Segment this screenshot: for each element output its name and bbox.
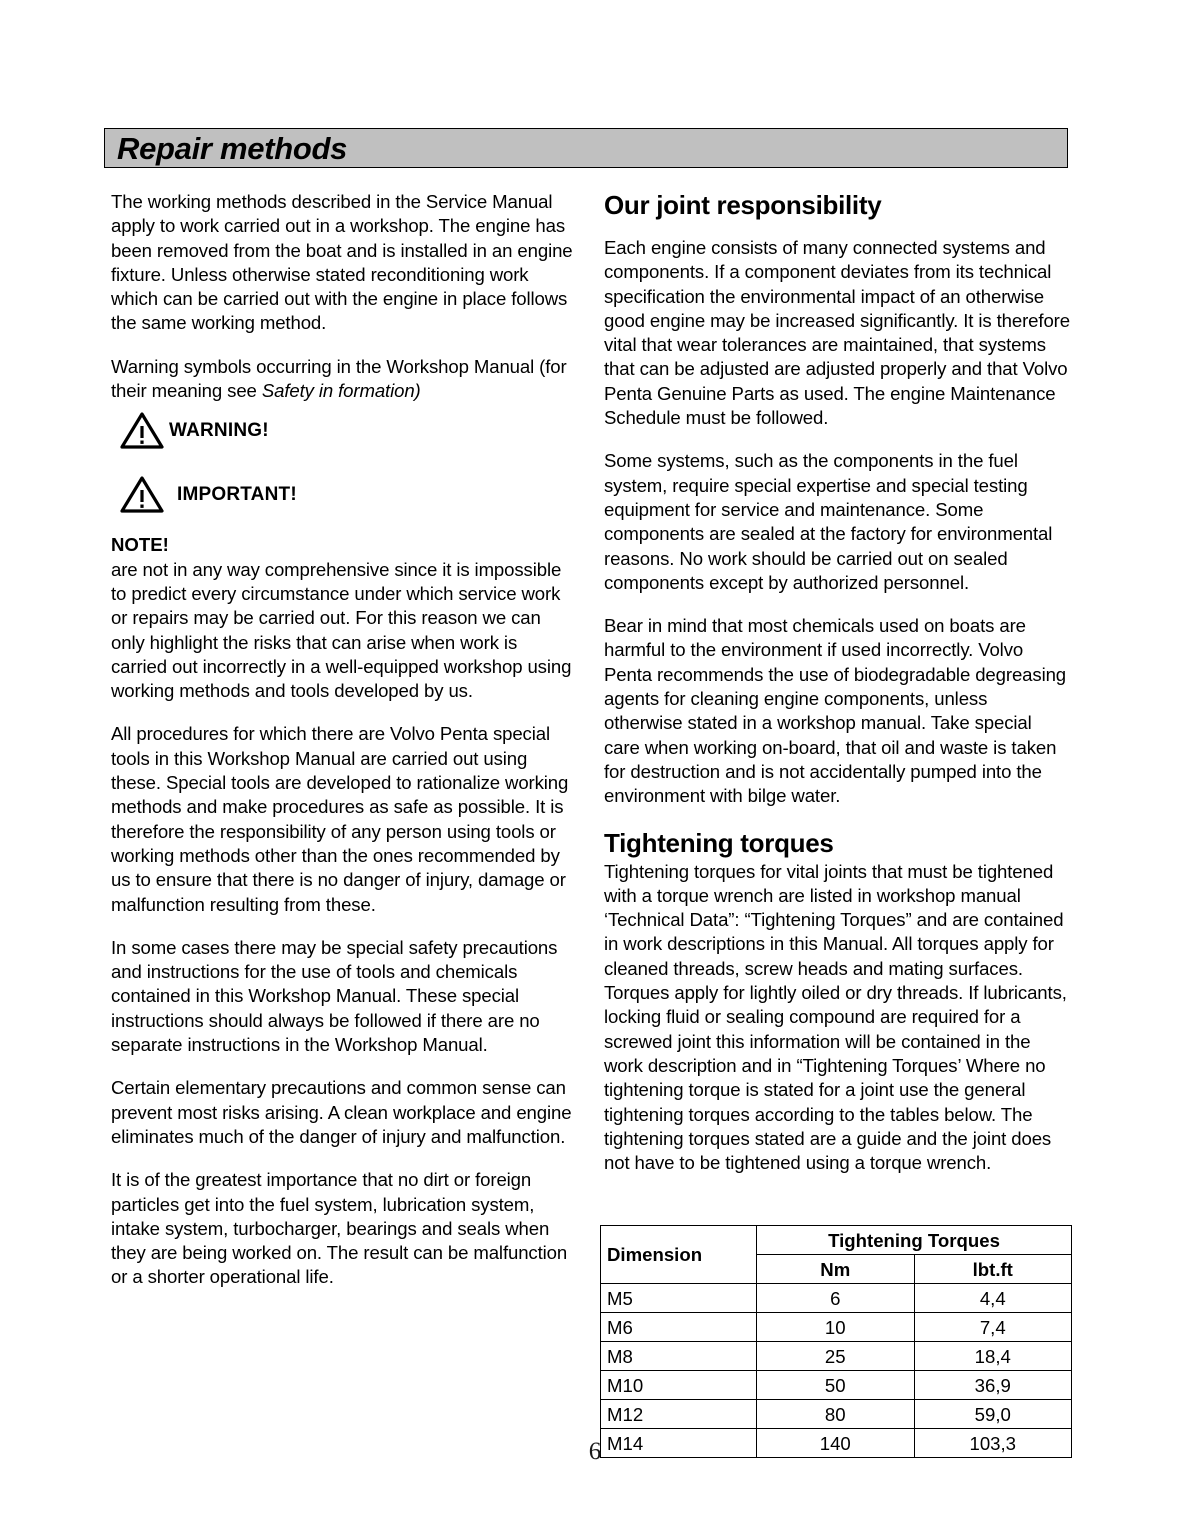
table-row (601, 1371, 1072, 1400)
cell-dimension: M14 (601, 1429, 757, 1458)
important-symbol-row (111, 473, 577, 517)
heading-our-joint-responsibility: Our joint responsibility (604, 190, 882, 220)
paragraph-dirt-foreign-particles: It is of the greatest importance that no dirt or foreign particles get into the fuel system, lubrication system, intake system, turbocharger, bearings and seals when they are being worked on. The result can be malfunction or a shorter operational life. (111, 1169, 568, 1288)
column-header-lbft: lbt.ft (914, 1255, 1072, 1284)
paragraph-tightening-torques: Tightening torques for vital joints that must be tightened with a torque wrench are listed in workshop manual ‘Technical Data”: “Tightening Torques” and are contained in work descriptions in this Manual. All torques apply for cleaned threads, screw heads and mating surfaces. Torques apply for lightly oiled or dry threads. If lubricants, locking fluid or sealing compound are required for a screwed joint this information will be contained in the work description and in “Tightening Torques’ Where no tightening torque is stated for a joint use the general tightening torques according to the tables below. The tightening torques stated are a guide and the joint does not have to be tightened using a torque wrench. (604, 860, 1067, 1174)
cell-lbft: 36,9 (914, 1371, 1072, 1400)
warning-intro-text: Warning symbols occurring in the Workshop Manual (for their meaning see (111, 355, 567, 402)
paragraph-some-systems: Some systems, such as the components in the fuel system, require special expertise and special testing equipment for service and maintenance. Some components are sealed at the factory for environmental reasons. No work should be carried out on sealed components except by authorized personnel. (604, 450, 1053, 593)
table-row (601, 1400, 1072, 1429)
cell-dimension: M12 (601, 1400, 757, 1429)
right-column (604, 190, 1070, 1194)
cell-lbft: 7,4 (914, 1313, 1072, 1342)
paragraph-working-methods: The working methods described in the Service Manual apply to work carried out in a workshop. The engine has been removed from the boat and is installed in an engine fixture. Unless otherwise stated reconditioning work which can be carried out with the engine in place follows the same working method. (111, 191, 573, 334)
paragraph-elementary-precautions: Certain elementary precautions and common sense can prevent most risks arising. A clean workplace and engine eliminates much of the danger of injury and malfunction. (111, 1077, 572, 1147)
column-header-nm: Nm (757, 1255, 915, 1284)
cell-lbft: 18,4 (914, 1342, 1072, 1371)
cell-nm: 25 (757, 1342, 915, 1371)
cell-nm: 10 (757, 1313, 915, 1342)
cell-dimension: M6 (601, 1313, 757, 1342)
warning-label: WARNING! (169, 420, 269, 442)
cell-nm: 80 (757, 1400, 915, 1429)
cell-lbft: 59,0 (914, 1400, 1072, 1429)
cell-nm: 50 (757, 1371, 915, 1400)
paragraph-bear-in-mind: Bear in mind that most chemicals used on boats are harmful to the environment if used incorrectly. Volvo Penta recommends the use of biodegradable degreasing agents for cleaning engine components, unless otherwise stated in a workshop manual. Take special care when working on-board, that oil and waste is taken for destruction and is not accidentally pumped into the environment with bilge water. (604, 615, 1067, 807)
table-body (601, 1226, 1072, 1458)
safety-information-reference: Safety in formation) (261, 380, 421, 402)
tightening-torques-table (600, 1225, 1072, 1458)
table-header-row-group (601, 1226, 1072, 1255)
note-body: are not in any way comprehensive since it is impossible to predict every circumstance under which service work or repairs may be carried out. For this reason we can only highlight the risks that can arise when work is carried out incorrectly in a well-equipped workshop using working methods and tools developed by us. (111, 558, 572, 702)
table-row (601, 1284, 1072, 1313)
table-row (601, 1313, 1072, 1342)
cell-nm: 140 (757, 1429, 915, 1458)
cell-lbft: 103,3 (914, 1429, 1072, 1458)
left-column (111, 190, 577, 1309)
paragraph-special-tools: All procedures for which there are Volvo Penta special tools in this Workshop Manual are carried out using these. Special tools are developed to rationalize working methods and make procedures as safe as possible. It is therefore the responsibility of any person using tools or working methods other than the ones recommended by us to ensure that there is no danger of injury, damage or malfunction resulting from these. (111, 723, 569, 915)
paragraph-warning-symbols-intro (111, 355, 577, 404)
warning-symbol-row (111, 409, 577, 453)
heading-tightening-torques: Tightening torques (604, 827, 834, 858)
column-header-dimension: Dimension (601, 1226, 757, 1284)
important-label: IMPORTANT! (177, 484, 297, 506)
paragraph-safety-precautions: In some cases there may be special safety precautions and instructions for the use of tools and chemicals contained in this Workshop Manual. These special instructions should always be followed if there are no separate instructions in the Workshop Manual. (111, 936, 558, 1056)
cell-lbft: 4,4 (914, 1284, 1072, 1313)
important-triangle-icon (119, 475, 165, 515)
cell-dimension: M10 (601, 1371, 757, 1400)
table-row (601, 1342, 1072, 1371)
cell-dimension: M5 (601, 1284, 757, 1313)
cell-nm: 6 (757, 1284, 915, 1313)
page-title-banner (104, 128, 1068, 168)
warning-triangle-icon (119, 411, 165, 451)
column-header-tightening-torques: Tightening Torques (757, 1226, 1072, 1255)
page-title: Repair methods (117, 131, 348, 166)
cell-dimension: M8 (601, 1342, 757, 1371)
note-heading: NOTE! (111, 534, 169, 556)
paragraph-each-engine: Each engine consists of many connected systems and components. If a component deviates from its technical specification the environmental impact of an otherwise good engine may be increased significantly. It is therefore vital that wear tolerances are maintained, that systems that can be adjusted are adjusted properly and that Volvo Penta Genuine Parts as used. The engine Maintenance Schedule must be followed. (604, 237, 1070, 429)
page-number: 6 (588, 1438, 602, 1465)
